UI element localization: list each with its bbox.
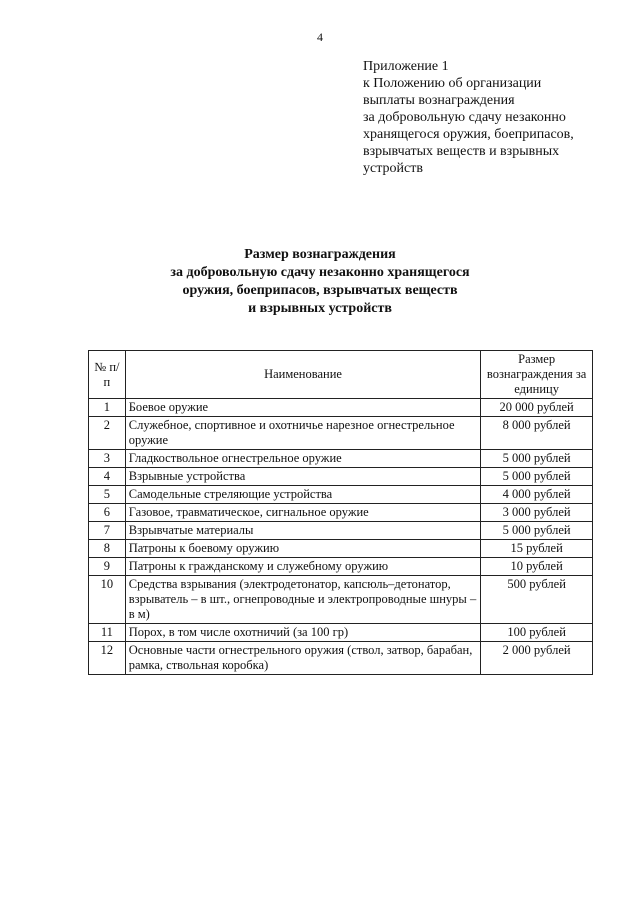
appendix-note-line: Приложение 1 bbox=[363, 59, 449, 74]
table-row bbox=[89, 399, 593, 417]
row-number: 9 bbox=[89, 558, 126, 576]
row-name: Патроны к боевому оружию bbox=[125, 540, 481, 558]
row-amount: 15 рублей bbox=[481, 540, 593, 558]
header-name: Наименование bbox=[125, 351, 481, 399]
row-name: Порох, в том числе охотничий (за 100 гр) bbox=[125, 624, 481, 642]
table-row bbox=[89, 450, 593, 468]
row-amount: 4 000 рублей bbox=[481, 486, 593, 504]
appendix-note bbox=[363, 58, 623, 177]
appendix-note-line: за добровольную сдачу незаконно bbox=[363, 110, 566, 125]
table-row bbox=[89, 558, 593, 576]
row-amount: 2 000 рублей bbox=[481, 642, 593, 675]
row-amount: 10 рублей bbox=[481, 558, 593, 576]
header-number: № п/п bbox=[89, 351, 126, 399]
table-row bbox=[89, 486, 593, 504]
row-number: 11 bbox=[89, 624, 126, 642]
row-name: Взрывные устройства bbox=[125, 468, 481, 486]
row-amount: 3 000 рублей bbox=[481, 504, 593, 522]
document-title-line: оружия, боеприпасов, взрывчатых веществ bbox=[182, 283, 458, 298]
table-row bbox=[89, 504, 593, 522]
row-number: 5 bbox=[89, 486, 126, 504]
row-amount: 500 рублей bbox=[481, 576, 593, 624]
table-row bbox=[89, 540, 593, 558]
row-number: 12 bbox=[89, 642, 126, 675]
appendix-note-line: устройств bbox=[363, 161, 423, 176]
table-row bbox=[89, 642, 593, 675]
table-body bbox=[89, 399, 593, 675]
row-name: Боевое оружие bbox=[125, 399, 481, 417]
row-number: 6 bbox=[89, 504, 126, 522]
row-name: Самодельные стреляющие устройства bbox=[125, 486, 481, 504]
document-title-line: и взрывных устройств bbox=[248, 301, 392, 316]
row-amount: 8 000 рублей bbox=[481, 417, 593, 450]
table-row bbox=[89, 468, 593, 486]
table-row bbox=[89, 417, 593, 450]
row-number: 2 bbox=[89, 417, 126, 450]
row-amount: 5 000 рублей bbox=[481, 522, 593, 540]
row-number: 10 bbox=[89, 576, 126, 624]
row-number: 1 bbox=[89, 399, 126, 417]
document-title-line: за добровольную сдачу незаконно хранящегося bbox=[170, 265, 470, 280]
table-row bbox=[89, 522, 593, 540]
row-number: 8 bbox=[89, 540, 126, 558]
row-amount: 5 000 рублей bbox=[481, 468, 593, 486]
reward-table bbox=[88, 350, 593, 675]
appendix-note-line: выплаты вознаграждения bbox=[363, 93, 515, 108]
table-row bbox=[89, 576, 593, 624]
row-name: Служебное, спортивное и охотничье нарезное огнестрельное оружие bbox=[125, 417, 481, 450]
row-name: Средства взрывания (электродетонатор, капсюль–детонатор, взрыватель – в шт., огнепроводные и электропроводные шнуры – в м) bbox=[125, 576, 481, 624]
appendix-note-line: к Положению об организации bbox=[363, 76, 542, 91]
table-row bbox=[89, 624, 593, 642]
appendix-note-line: хранящегося оружия, боеприпасов, bbox=[363, 127, 574, 142]
row-name: Патроны к гражданскому и служебному оружию bbox=[125, 558, 481, 576]
row-number: 3 bbox=[89, 450, 126, 468]
row-name: Газовое, травматическое, сигнальное оружие bbox=[125, 504, 481, 522]
row-amount: 20 000 рублей bbox=[481, 399, 593, 417]
row-name: Взрывчатые материалы bbox=[125, 522, 481, 540]
appendix-note-line: взрывчатых веществ и взрывных bbox=[363, 144, 560, 159]
row-name: Основные части огнестрельного оружия (ствол, затвор, барабан, рамка, ствольная коробка) bbox=[125, 642, 481, 675]
document-title-line: Размер вознаграждения bbox=[244, 247, 396, 262]
page-number: 4 bbox=[317, 30, 323, 44]
row-number: 4 bbox=[89, 468, 126, 486]
table-header-row bbox=[89, 351, 593, 399]
row-number: 7 bbox=[89, 522, 126, 540]
document-title bbox=[0, 246, 640, 318]
row-name: Гладкоствольное огнестрельное оружие bbox=[125, 450, 481, 468]
row-amount: 5 000 рублей bbox=[481, 450, 593, 468]
row-amount: 100 рублей bbox=[481, 624, 593, 642]
header-amount: Размер вознаграждения за единицу bbox=[481, 351, 593, 399]
